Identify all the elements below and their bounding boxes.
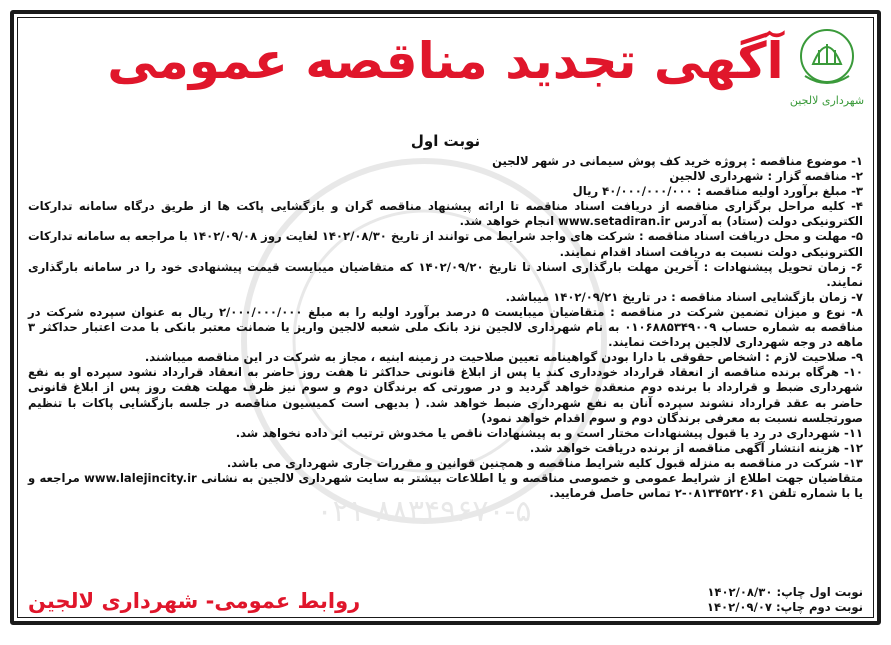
clause-6: ۶- زمان تحویل پیشنهادات : آخرین مهلت بارگذاری اسناد تا تاریخ ۱۴۰۲/۰۹/۲۰ که متقاضیان میبایست قیمت پیشنهادی خود را در سامانه بارگذاری نمایند. bbox=[28, 259, 863, 289]
logo-caption: شهرداری لالجین bbox=[789, 94, 865, 107]
notice-title: آگهی تجدید مناقصه عمومی bbox=[107, 32, 784, 90]
round-label: نوبت اول bbox=[410, 132, 481, 150]
contact-info: متقاضیان جهت اطلاع از شرایط عمومی و خصوصی مناقصه و یا اطلاعات بیشتر به سایت شهرداری لالجین به نشانی www.lalejincity.ir مراجعه و یا با شماره تلفن ۰۸۱۳۴۵۲۲۰۶۱-۲ تماس حاصل فرمایید. bbox=[28, 470, 864, 501]
clause-1: ۱- موضوع مناقصه : پروژه خرید کف پوش سیمانی در شهر لالجین bbox=[492, 154, 863, 168]
first-print-date: نوبت اول چاپ: ۱۴۰۲/۰۸/۳۰ bbox=[707, 585, 863, 599]
clause-7: ۷- زمان بازگشایی اسناد مناقصه : در تاریخ ۱۴۰۲/۰۹/۲۱ میباشد. bbox=[505, 289, 863, 304]
clause-5: ۵- مهلت و محل دریافت اسناد مناقصه : شرکت های واجد شرایط می توانند از تاریخ ۱۴۰۲/۰۸/۳۰ لغایت روز ۱۴۰۲/۰۹/۰۸ با مراجعه به سامانه تدارکات الکترونیکی دولت نسبت به دریافت اسناد اقدام نمایند. bbox=[28, 229, 863, 259]
clause-10: ۱۰- هرگاه برنده مناقصه از انعقاد قرارداد خودداری کند یا پس از ابلاغ قانونی حداکثر تا هفت روز حاضر به انعقاد قرارداد نشود سپرده او به نفع شهرداری ضبط و قرارداد با برنده دوم منعقده خواهد گردید و در صورتی که برندگان دوم و سوم نیز ظرف مهلت هفت روز پس از ابلاغ قانونی حاضر به عقد قرارداد نشوند سپرده آنان به نفع شهرداری ضبط خواهد شد. ( بدیهی است کمیسیون مناقصه در جلسه بازگشایی پاکات با تنظیم صورتجلسه نسبت به معرفی برندگان دوم و سوم اقدام خواهد نمود) bbox=[28, 365, 863, 425]
public-relations-brand: روابط عمومی- شهرداری لالجین bbox=[28, 589, 361, 613]
clause-2: ۲- مناقصه گزار : شهرداری لالجین bbox=[669, 169, 863, 184]
clause-9: ۹- صلاحیت لازم : اشخاص حقوقی با دارا بودن گواهینامه تعیین صلاحیت در زمینه ابنیه ، مجاز به شرکت در این مناقصه میباشند. bbox=[144, 350, 863, 365]
clause-3: ۳- مبلغ برآورد اولیه مناقصه : ۴۰/۰۰۰/۰۰۰/۰۰۰ ریال bbox=[572, 184, 863, 199]
tender-notice bbox=[10, 10, 881, 625]
notice-body bbox=[28, 154, 863, 501]
clause-8: ۸- نوع و میزان تضمین شرکت در مناقصه : متقاضیان میبایست ۵ درصد برآورد اولیه را به مبلغ ۲/۰۰۰/۰۰۰/۰۰۰ ریال به عنوان سپرده شرکت در مناقصه به شماره حساب ۰۱۰۶۸۸۵۳۴۹۰۰۹ به نام شهرداری لالجین نزد بانک ملی شعبه لالجین واریز یا ضمانت معتبر بانکی با مدت اعتبار حداکثر ۳ ماهه در وجه شهرداری لالجین پرداخت نمایند. bbox=[28, 304, 863, 350]
second-print-date: نوبت دوم چاپ: ۱۴۰۲/۰۹/۰۷ bbox=[706, 600, 863, 614]
print-dates bbox=[707, 585, 863, 615]
watermark-phone: ۰۲۱-۸۸۳۴۹۶۷۰-۵ bbox=[316, 494, 532, 529]
clause-4: ۴- کلیه مراحل برگزاری مناقصه از دریافت اسناد مناقصه تا ارائه پیشنهاد مناقصه گران و بازگشایی پاکت ها از طریق درگاه سامانه تدارکات الکترونیکی دولت (ستاد) به آدرس www.setadiran.ir انجام خواهد شد. bbox=[28, 199, 863, 229]
clause-11: ۱۱- شهرداری در رد یا قبول پیشنهادات مختار است و به پیشنهادات ناقص یا مخدوش ترتیب اثر داده نخواهد شد. bbox=[235, 425, 863, 440]
clause-13: ۱۳- شرکت در مناقصه به منزله قبول کلیه شرایط مناقصه و همچنین قوانین و مقررات جاری شهرداری می باشد. bbox=[226, 455, 863, 470]
clause-12: ۱۲- هزینه انتشار آگهی مناقصه از برنده دریافت خواهد شد. bbox=[529, 440, 863, 455]
